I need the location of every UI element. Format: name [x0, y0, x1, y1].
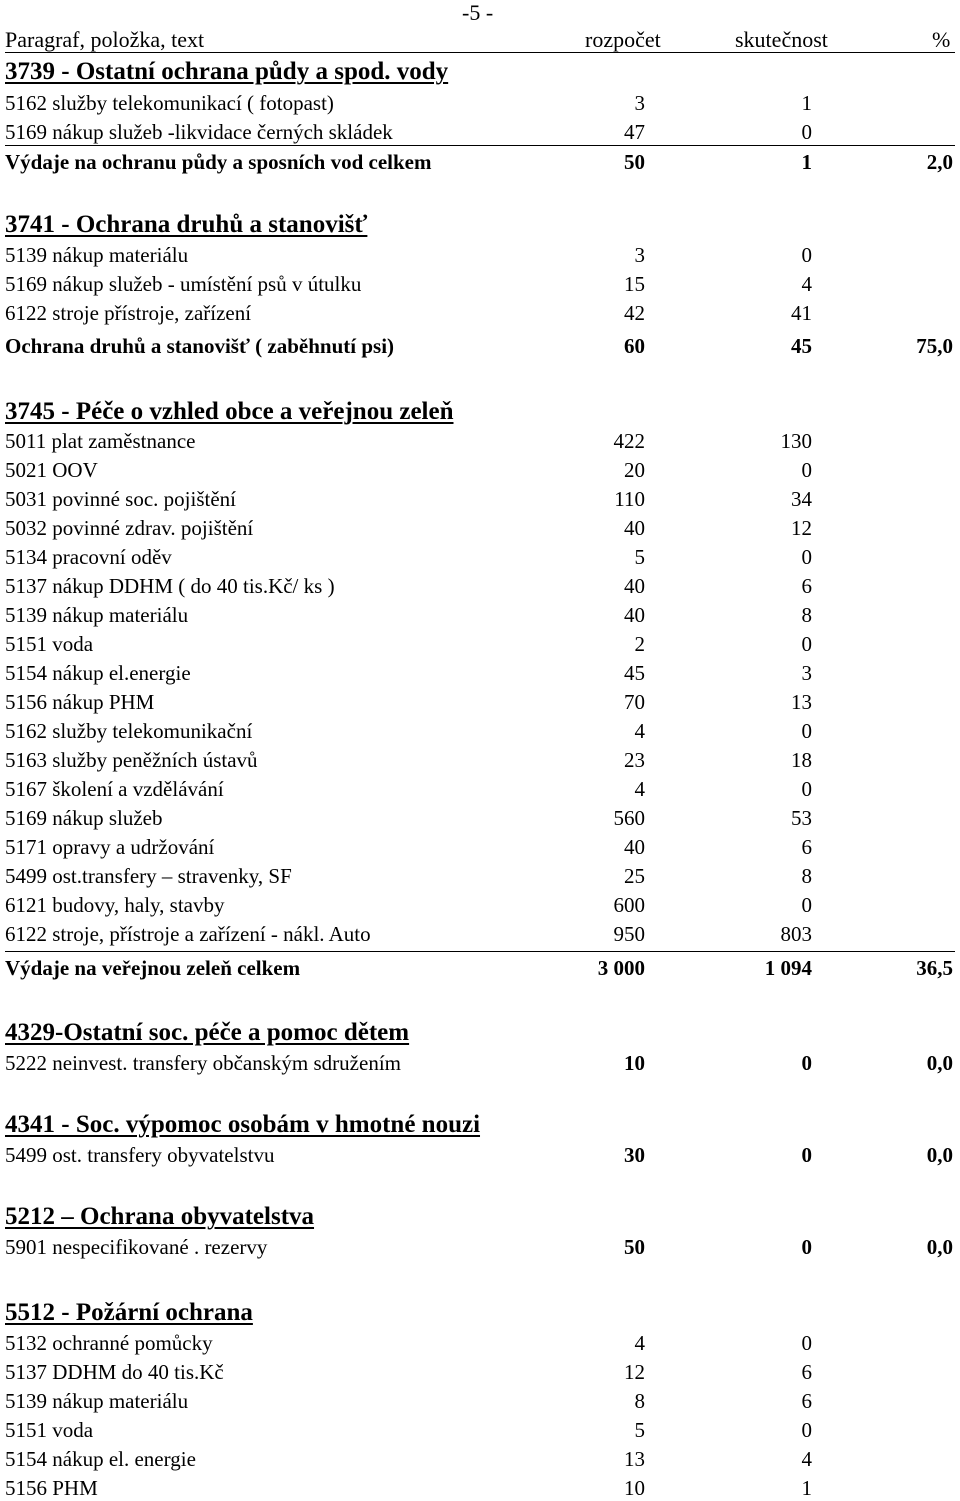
row-actual: 0 — [801, 1143, 812, 1167]
total-actual: 1 094 — [764, 956, 812, 980]
row-actual: 0 — [801, 1331, 812, 1355]
row-budget: 20 — [624, 458, 645, 482]
row-actual: 13 — [791, 690, 812, 714]
row-actual: 1 — [801, 1476, 812, 1500]
row-budget: 15 — [624, 272, 645, 296]
section-title: 3745 - Péče o vzhled obce a veřejnou zeleň — [5, 398, 454, 425]
row-label: 5162 služby telekomunikací ( fotopast) — [5, 91, 334, 115]
row-actual: 6 — [801, 1360, 812, 1384]
row-budget: 4 — [634, 1331, 645, 1355]
row-budget: 8 — [634, 1389, 645, 1413]
row-label: 5163 služby peněžních ústavů — [5, 748, 258, 772]
row-label: 5139 nákup materiálu — [5, 1389, 189, 1413]
total-rule — [5, 951, 955, 952]
row-label: 5499 ost. transfery obyvatelstvu — [5, 1143, 275, 1167]
section-title: 4329-Ostatní soc. péče a pomoc dětem — [5, 1019, 410, 1046]
row-label: 5169 nákup služeb — [5, 806, 163, 830]
row-label: 6121 budovy, haly, stavby — [5, 893, 225, 917]
row-budget: 23 — [624, 748, 645, 772]
row-label: 5222 neinvest. transfery občanským sdružením — [5, 1051, 401, 1075]
section-title: 5512 - Požární ochrana — [5, 1299, 253, 1326]
row-label: 6122 stroje přístroje, zařízení — [5, 301, 252, 325]
row-budget: 42 — [624, 301, 645, 325]
row-label: 5011 plat zaměstnance — [5, 429, 196, 453]
section-title: 3739 - Ostatní ochrana půdy a spod. vody — [5, 58, 449, 85]
row-budget: 2 — [634, 632, 645, 656]
section-title: 3741 - Ochrana druhů a stanovišť — [5, 211, 368, 238]
row-budget: 40 — [624, 574, 645, 598]
row-budget: 45 — [624, 661, 645, 685]
header-label: Paragraf, položka, text — [5, 27, 205, 52]
row-percent: 0,0 — [926, 1235, 953, 1259]
row-budget: 10 — [624, 1051, 645, 1075]
row-budget: 40 — [624, 603, 645, 627]
row-actual: 3 — [801, 661, 812, 685]
row-budget: 5 — [634, 545, 645, 569]
row-actual: 4 — [801, 272, 812, 296]
row-label: 5499 ost.transfery – stravenky, SF — [5, 864, 292, 888]
row-label: 5139 nákup materiálu — [5, 603, 189, 627]
row-budget: 600 — [613, 893, 645, 917]
row-actual: 0 — [801, 893, 812, 917]
total-budget: 60 — [624, 334, 645, 358]
row-label: 5031 povinné soc. pojištění — [5, 487, 236, 511]
row-budget: 25 — [624, 864, 645, 888]
row-label: 5171 opravy a udržování — [5, 835, 215, 859]
row-actual: 0 — [801, 719, 812, 743]
row-label: 6122 stroje, přístroje a zařízení - nákl. Auto — [5, 922, 371, 946]
row-label: 5162 služby telekomunikační — [5, 719, 253, 743]
row-label: 5137 DDHM do 40 tis.Kč — [5, 1360, 224, 1384]
row-label: 5032 povinné zdrav. pojištění — [5, 516, 254, 540]
total-budget: 50 — [624, 150, 645, 174]
row-budget: 70 — [624, 690, 645, 714]
row-budget: 30 — [624, 1143, 645, 1167]
total-percent: 2,0 — [926, 150, 953, 174]
row-budget: 4 — [634, 719, 645, 743]
row-budget: 5 — [634, 1418, 645, 1442]
header-percent: % — [932, 27, 951, 52]
row-budget: 47 — [624, 120, 645, 144]
row-actual: 0 — [801, 1235, 812, 1259]
row-actual: 0 — [801, 1418, 812, 1442]
total-rule — [5, 145, 955, 146]
row-label: 5167 školení a vzdělávání — [5, 777, 224, 801]
row-percent: 0,0 — [926, 1051, 953, 1075]
row-budget: 560 — [613, 806, 645, 830]
row-budget: 3 — [634, 91, 645, 115]
row-budget: 10 — [624, 1476, 645, 1500]
row-actual: 12 — [791, 516, 812, 540]
row-label: 5132 ochranné pomůcky — [5, 1331, 213, 1355]
row-actual: 0 — [801, 458, 812, 482]
row-label: 5901 nespecifikované . rezervy — [5, 1235, 268, 1259]
header-rule — [5, 52, 955, 53]
row-label: 5154 nákup el. energie — [5, 1447, 196, 1471]
row-actual: 8 — [801, 603, 812, 627]
row-budget: 4 — [634, 777, 645, 801]
row-actual: 34 — [791, 487, 812, 511]
total-actual: 45 — [791, 334, 812, 358]
row-budget: 12 — [624, 1360, 645, 1384]
row-actual: 130 — [780, 429, 812, 453]
total-label: Výdaje na ochranu půdy a sposních vod celkem — [5, 150, 432, 174]
row-budget: 13 — [624, 1447, 645, 1471]
row-label: 5156 nákup PHM — [5, 690, 155, 714]
row-actual: 53 — [791, 806, 812, 830]
row-budget: 422 — [613, 429, 645, 453]
row-actual: 0 — [801, 777, 812, 801]
row-actual: 0 — [801, 632, 812, 656]
row-budget: 950 — [613, 922, 645, 946]
row-label: 5156 PHM — [5, 1476, 98, 1500]
row-percent: 0,0 — [926, 1143, 953, 1167]
row-actual: 0 — [801, 120, 812, 144]
row-actual: 8 — [801, 864, 812, 888]
row-budget: 40 — [624, 516, 645, 540]
section-title: 5212 – Ochrana obyvatelstva — [5, 1203, 315, 1230]
header-budget: rozpočet — [585, 27, 661, 52]
row-actual: 1 — [801, 91, 812, 115]
row-actual: 18 — [791, 748, 812, 772]
row-label: 5169 nákup služeb - umístění psů v útulku — [5, 272, 362, 296]
section-title: 4341 - Soc. výpomoc osobám v hmotné nouzi — [5, 1111, 481, 1138]
row-label: 5139 nákup materiálu — [5, 243, 189, 267]
row-actual: 0 — [801, 243, 812, 267]
row-actual: 41 — [791, 301, 812, 325]
total-actual: 1 — [801, 150, 812, 174]
row-budget: 40 — [624, 835, 645, 859]
total-percent: 75,0 — [916, 334, 953, 358]
header-actual: skutečnost — [735, 27, 828, 52]
row-actual: 6 — [801, 1389, 812, 1413]
row-budget: 110 — [614, 487, 645, 511]
total-label: Ochrana druhů a stanovišť ( zaběhnutí psi) — [5, 334, 395, 358]
page-number: -5 - — [462, 0, 494, 25]
row-actual: 0 — [801, 545, 812, 569]
row-label: 5151 voda — [5, 632, 94, 656]
row-actual: 6 — [801, 574, 812, 598]
row-budget: 50 — [624, 1235, 645, 1259]
total-label: Výdaje na veřejnou zeleň celkem — [5, 956, 301, 980]
total-percent: 36,5 — [916, 956, 953, 980]
row-label: 5137 nákup DDHM ( do 40 tis.Kč/ ks ) — [5, 574, 335, 598]
row-actual: 0 — [801, 1051, 812, 1075]
row-label: 5021 OOV — [5, 458, 98, 482]
row-label: 5169 nákup služeb -likvidace černých skládek — [5, 120, 393, 144]
row-label: 5154 nákup el.energie — [5, 661, 191, 685]
row-actual: 803 — [780, 922, 812, 946]
row-budget: 3 — [634, 243, 645, 267]
total-budget: 3 000 — [597, 956, 645, 980]
row-label: 5134 pracovní oděv — [5, 545, 172, 569]
row-actual: 4 — [801, 1447, 812, 1471]
row-label: 5151 voda — [5, 1418, 94, 1442]
row-actual: 6 — [801, 835, 812, 859]
